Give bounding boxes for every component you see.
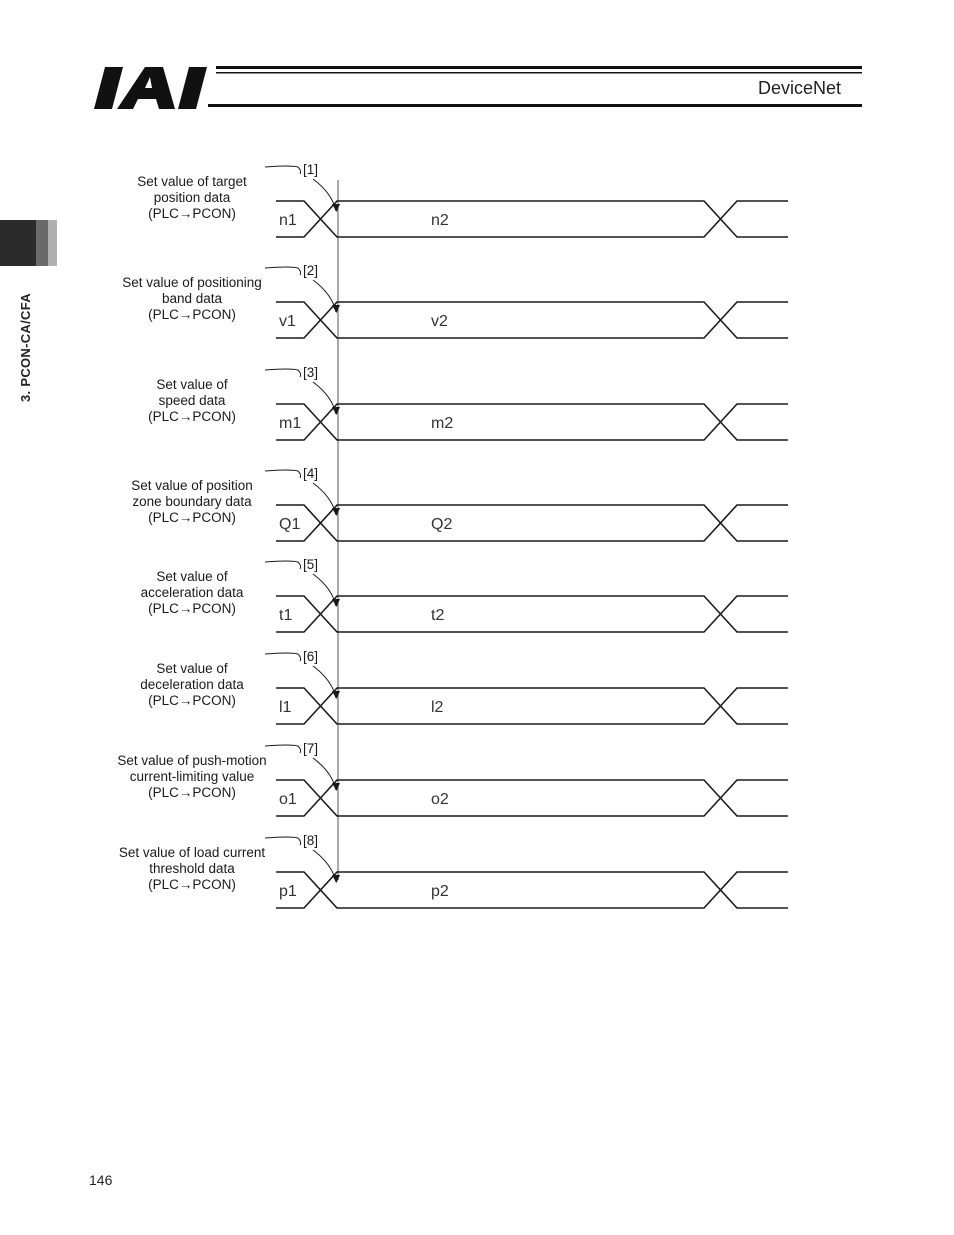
value-after-7: o2 <box>431 791 449 808</box>
step-marker-bracket-2 <box>265 267 301 275</box>
step-marker-8: [8] <box>303 833 319 848</box>
step-arrowhead-1 <box>332 204 340 212</box>
step-marker-6: [6] <box>303 649 319 664</box>
signal-waveform-3 <box>276 404 788 440</box>
value-before-2: v1 <box>279 313 296 330</box>
step-marker-bracket-3 <box>265 369 301 377</box>
step-marker-bracket-4 <box>265 470 301 478</box>
chapter-side-label: 3. PCON-CA/CFA <box>18 293 33 402</box>
value-after-1: n2 <box>431 212 449 229</box>
step-arrowhead-2 <box>332 305 340 313</box>
step-marker-7: [7] <box>303 741 319 756</box>
signal-label-7: Set value of push-motion current-limiting value (PLC→PCON) <box>117 753 267 800</box>
signal-label-8: Set value of load current threshold data (PLC→PCON) <box>118 845 266 892</box>
step-arrowhead-3 <box>332 407 340 415</box>
signal-waveform-1 <box>276 201 788 237</box>
value-before-1: n1 <box>279 212 297 229</box>
signal-label-2: Set value of positioning band data (PLC→PCON) <box>122 275 262 322</box>
step-marker-4: [4] <box>303 466 319 481</box>
value-after-4: Q2 <box>431 516 453 533</box>
step-marker-bracket-1 <box>265 166 301 174</box>
step-arrowhead-7 <box>332 783 340 791</box>
value-after-6: l2 <box>431 699 444 716</box>
signal-waveform-6 <box>276 688 788 724</box>
step-arrowhead-8 <box>332 875 340 883</box>
signal-label-3: Set value of speed data (PLC→PCON) <box>148 377 236 424</box>
step-marker-bracket-5 <box>265 561 301 569</box>
signal-waveform-5 <box>276 596 788 632</box>
step-marker-bracket-8 <box>265 837 301 845</box>
signal-waveform-8 <box>276 872 788 908</box>
step-arrowhead-4 <box>332 508 340 516</box>
value-after-3: m2 <box>431 415 454 432</box>
step-marker-2: [2] <box>303 263 319 278</box>
signal-waveform-2 <box>276 302 788 338</box>
signal-label-4: Set value of position zone boundary data (PLC→PCON) <box>131 478 253 525</box>
value-after-8: p2 <box>431 883 449 900</box>
step-arrowhead-5 <box>332 599 340 607</box>
signal-label-1: Set value of target position data (PLC→PCON) <box>137 174 247 221</box>
step-marker-3: [3] <box>303 365 319 380</box>
signal-waveform-4 <box>276 505 788 541</box>
step-arrowhead-6 <box>332 691 340 699</box>
value-before-3: m1 <box>279 415 302 432</box>
document-title: DeviceNet <box>757 78 841 98</box>
value-before-5: t1 <box>279 607 293 624</box>
step-marker-bracket-6 <box>265 653 301 661</box>
signal-waveform-7 <box>276 780 788 816</box>
signal-label-6: Set value of deceleration data (PLC→PCON) <box>140 661 244 708</box>
value-after-5: t2 <box>431 607 445 624</box>
value-before-6: l1 <box>279 699 292 716</box>
signal-label-5: Set value of acceleration data (PLC→PCON) <box>140 569 244 616</box>
step-marker-5: [5] <box>303 557 319 572</box>
page-number: 146 <box>89 1172 113 1188</box>
value-before-4: Q1 <box>279 516 301 533</box>
value-after-2: v2 <box>431 313 448 330</box>
value-before-7: o1 <box>279 791 297 808</box>
step-marker-bracket-7 <box>265 745 301 753</box>
step-marker-1: [1] <box>303 162 319 177</box>
value-before-8: p1 <box>279 883 297 900</box>
